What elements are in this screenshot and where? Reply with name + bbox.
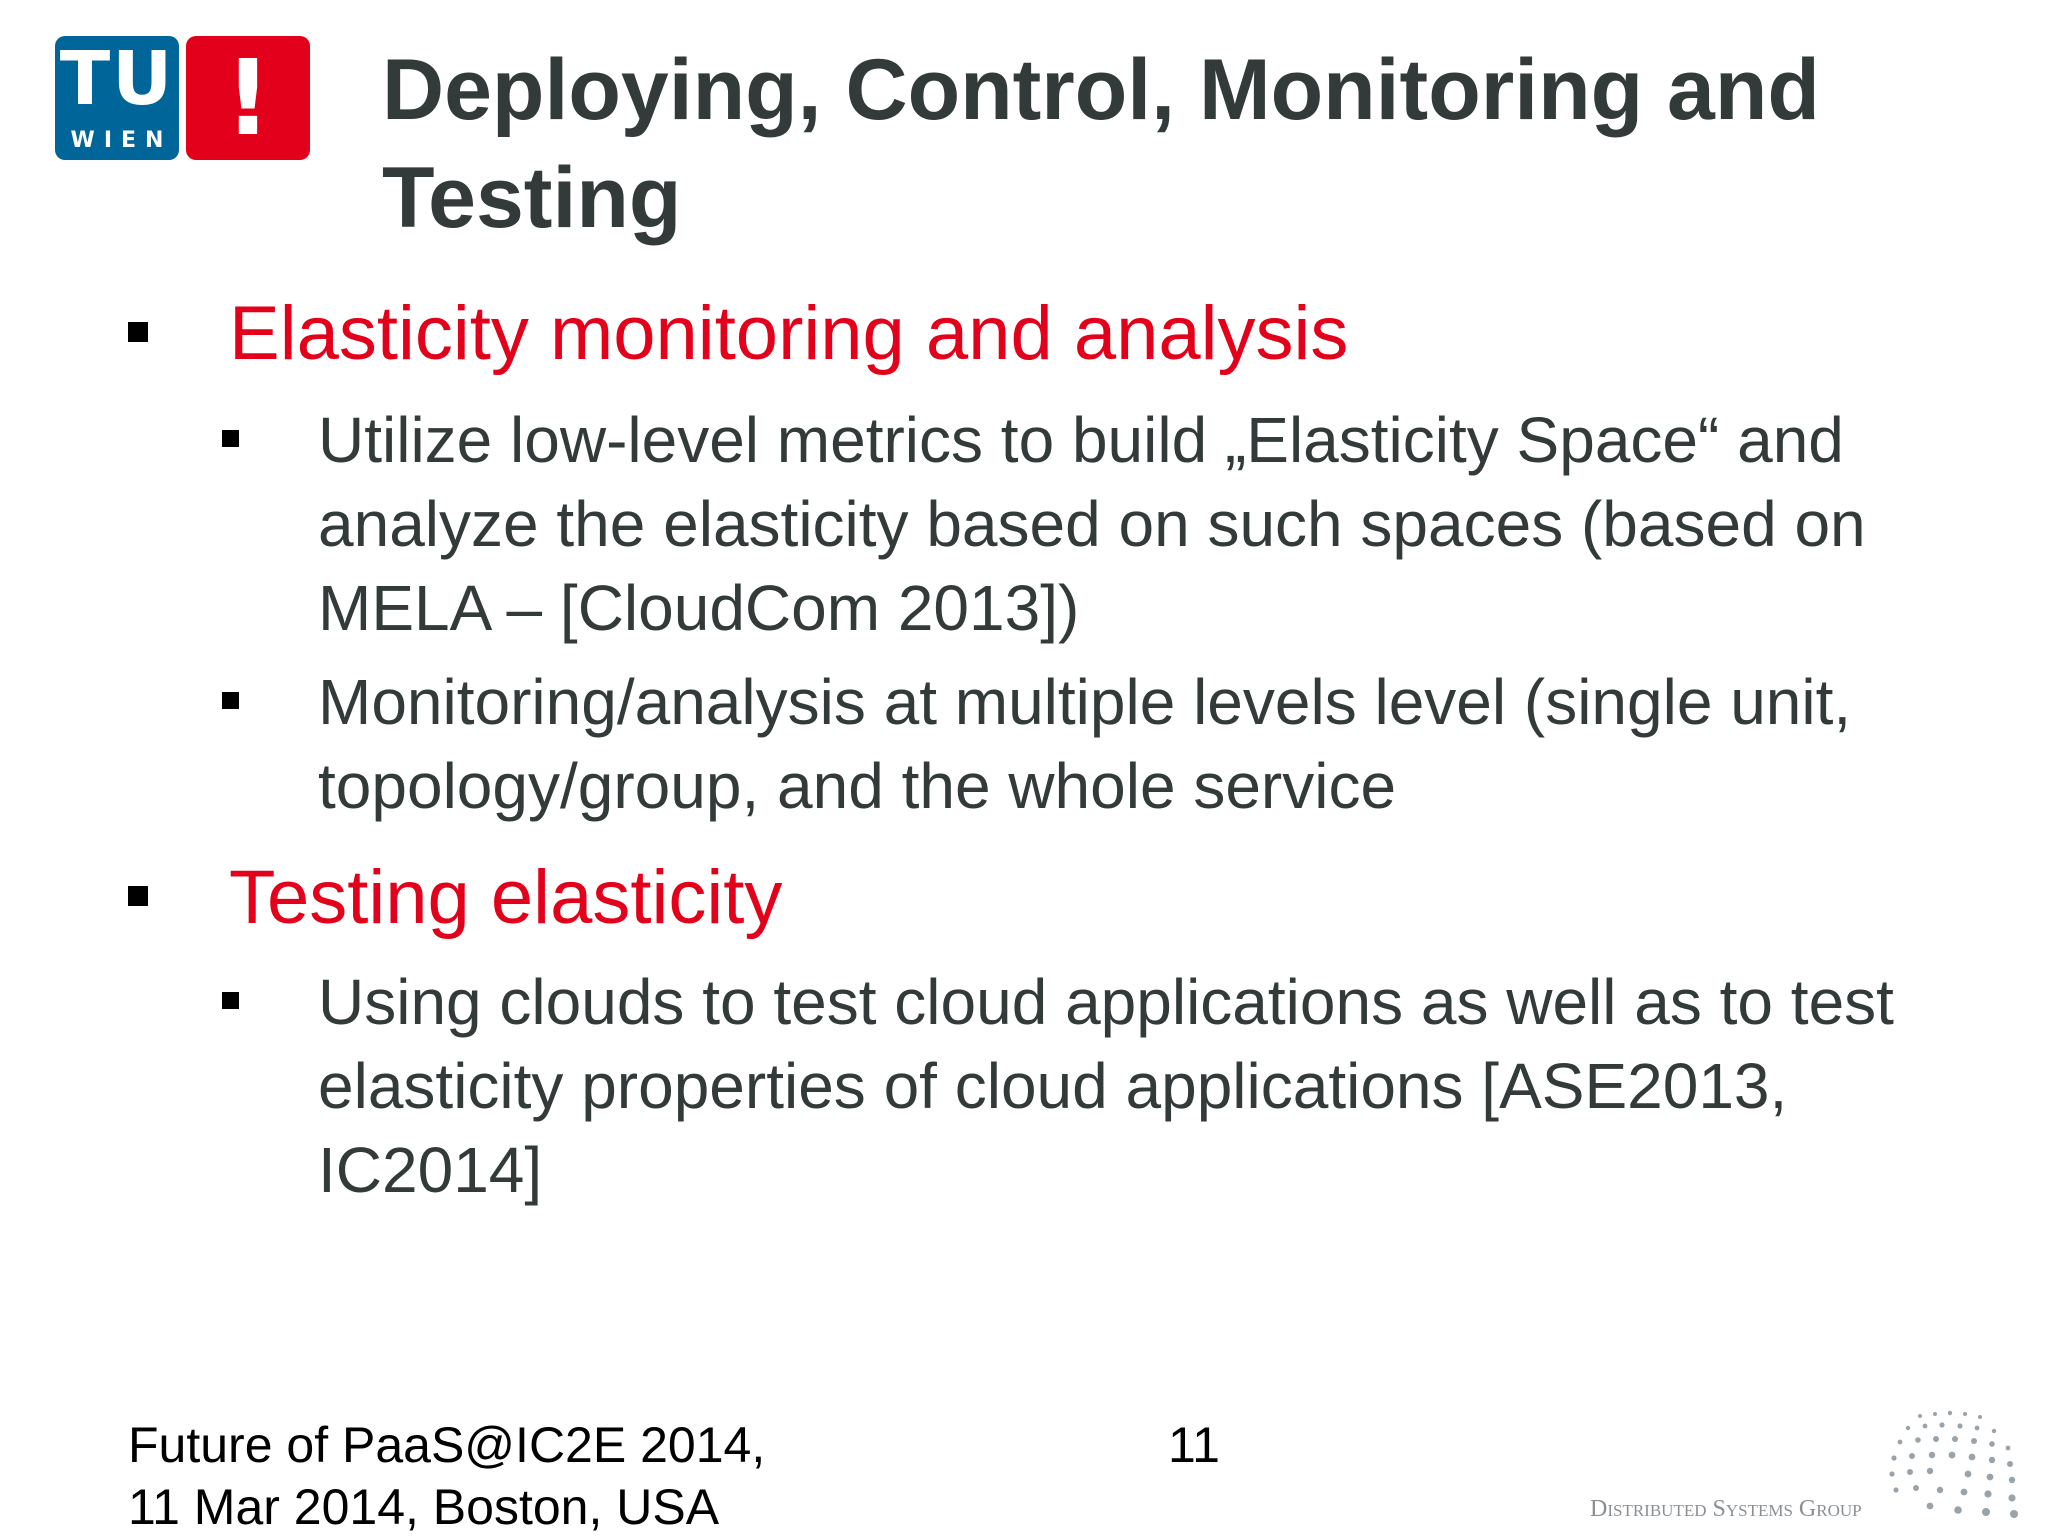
- bullet-heading: Testing elasticity: [229, 855, 783, 940]
- bullet-testing-elasticity: [128, 852, 1988, 944]
- footer-line-1: Future of PaaS@IC2E 2014,: [128, 1417, 766, 1473]
- footer-event-info: [128, 1414, 765, 1536]
- tu-logo-block: [55, 36, 179, 160]
- footer-line-2: 11 Mar 2014, Boston, USA: [128, 1479, 720, 1535]
- exclamation-logo-block: !: [186, 36, 310, 160]
- square-bullet-icon: [222, 692, 239, 709]
- tu-wien-logo: [55, 36, 310, 160]
- dsg-dots-icon: [1880, 1408, 2030, 1528]
- sub-bullet-text: Monitoring/analysis at multiple levels level (single unit, topology/group, and the whole service: [318, 666, 1852, 822]
- dsg-logo-text: Distributed Systems Group: [1590, 1496, 1862, 1522]
- square-bullet-icon: [128, 322, 148, 342]
- bullet-heading: Elasticity monitoring and analysis: [229, 291, 1349, 376]
- slide-title: Deploying, Control, Monitoring and Testing: [382, 42, 1820, 246]
- sub-bullet-elasticity-space: [222, 398, 1922, 650]
- sub-bullet-multiple-levels: [222, 660, 1922, 828]
- page-number: 11: [1168, 1417, 1220, 1473]
- square-bullet-icon: [222, 992, 239, 1009]
- sub-bullet-text: Using clouds to test cloud applications as well as to test elasticity properties of cloud applications [ASE2013, IC2014]: [318, 966, 1894, 1206]
- bullet-elasticity-monitoring: [128, 288, 1988, 380]
- square-bullet-icon: [128, 886, 148, 906]
- tu-logo-wien: WIEN: [70, 128, 173, 153]
- sub-bullet-using-clouds: [222, 960, 1922, 1212]
- square-bullet-icon: [222, 430, 239, 447]
- sub-bullet-text: Utilize low-level metrics to build „Elasticity Space“ and analyze the elasticity based on such spaces (based on MELA – [CloudCom 2013]): [318, 404, 1866, 644]
- tu-logo-letters: TU: [59, 36, 175, 122]
- dsg-logo: [1590, 1408, 2030, 1528]
